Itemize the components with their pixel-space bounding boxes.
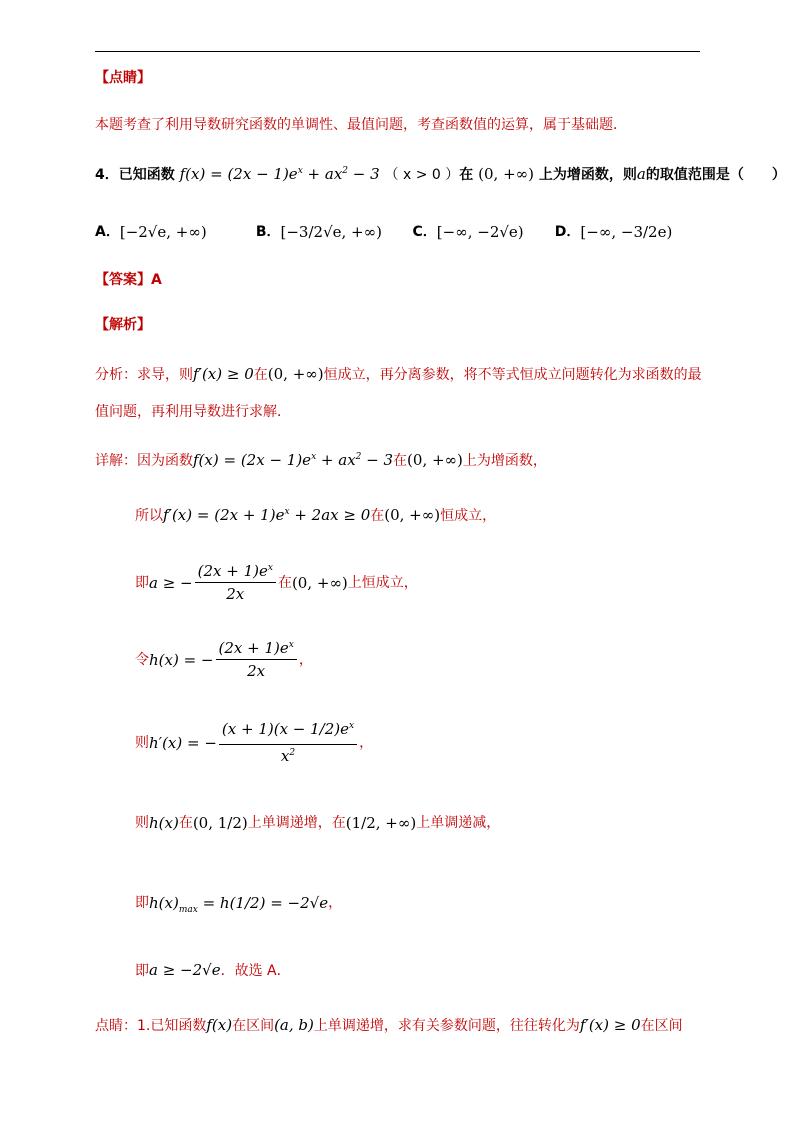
dianjing-text: 本题考查了利用导数研究函数的单调性、最值问题，考查函数值的运算，属于基础题． bbox=[95, 117, 627, 133]
question-f-expr: f(x) = (2x − 1)e bbox=[179, 165, 298, 183]
question-interval: (0, +∞) bbox=[478, 165, 535, 183]
header-rule bbox=[95, 51, 700, 52]
step-4: 则 h′(x) = − $\frac{(x + 1)(x - 1/2)e^x}{x^2}$ ， bbox=[135, 720, 374, 765]
step-7: 即a ≥ −2√e．故选 A． bbox=[135, 961, 291, 979]
options-row bbox=[95, 212, 672, 252]
step-1: 所以$f'(x) = (2x + 1)e^x + 2ax \ge 0$在(0, +∞)恒成立， bbox=[135, 506, 497, 524]
option-a-value: [−2√e, +∞) bbox=[119, 223, 207, 241]
analysis-label: 【解析】 bbox=[95, 317, 151, 333]
dianjing-heading: 【点睛】 bbox=[95, 70, 151, 86]
xiangjie-line: 详解：因为函数$f(x) = (2x - 1)e^x + ax^2 - 3$在(0, +∞)上为增函数， bbox=[95, 451, 547, 469]
option-d-value: [−∞, −3/2e) bbox=[580, 223, 673, 241]
dianjing-2: 点睛：1.已知函数f(x)在区间(a, b)上单调递增，求有关参数问题，往往转化为f′(x) ≥ 0在区间 bbox=[95, 1016, 683, 1034]
step-2: 即 a ≥ − $\frac{(2x + 1)e^x}{2x}$ 在 (0, +∞) 上恒成立， bbox=[135, 562, 418, 603]
option-c-label: C． bbox=[412, 224, 437, 240]
option-b-value: [−3/2√e, +∞) bbox=[280, 223, 382, 241]
step-5: 则 h(x) 在 (0, 1/2) 上单调递增，在 (1/2, +∞) 上单调递减， bbox=[135, 814, 501, 832]
option-a-label: A． bbox=[95, 224, 120, 240]
option-c-value: [−∞, −2√e) bbox=[436, 223, 524, 241]
step-3: 令 h(x) = − $\frac{(2x + 1)e^x}{2x}$ ， bbox=[135, 639, 313, 680]
answer-label: 【答案】A bbox=[95, 272, 162, 288]
option-d-label: D． bbox=[554, 224, 581, 240]
question-condition: （ x > 0 ） bbox=[384, 167, 460, 183]
question-number: 4．已知函数 bbox=[95, 167, 175, 183]
step-6: 即 $h(x)_{max} = h(1/2) = -2√e$ ， bbox=[135, 894, 343, 915]
option-b-label: B． bbox=[255, 224, 281, 240]
fenxi-line-2: 值问题，再利用导数进行求解． bbox=[95, 404, 291, 420]
fenxi-line-1: 分析：求导，则f′(x) ≥ 0在(0, +∞)恒成立，再分离参数，将不等式恒成立问题转化为求函数的最 bbox=[95, 365, 702, 383]
question-4: 4．已知函数 $f(x) = (2x - 1)e^x + ax^2 - 3$ （ x > 0 ）在 (0, +∞) 上为增函数，则a的取值范围是（ ） bbox=[95, 165, 786, 183]
